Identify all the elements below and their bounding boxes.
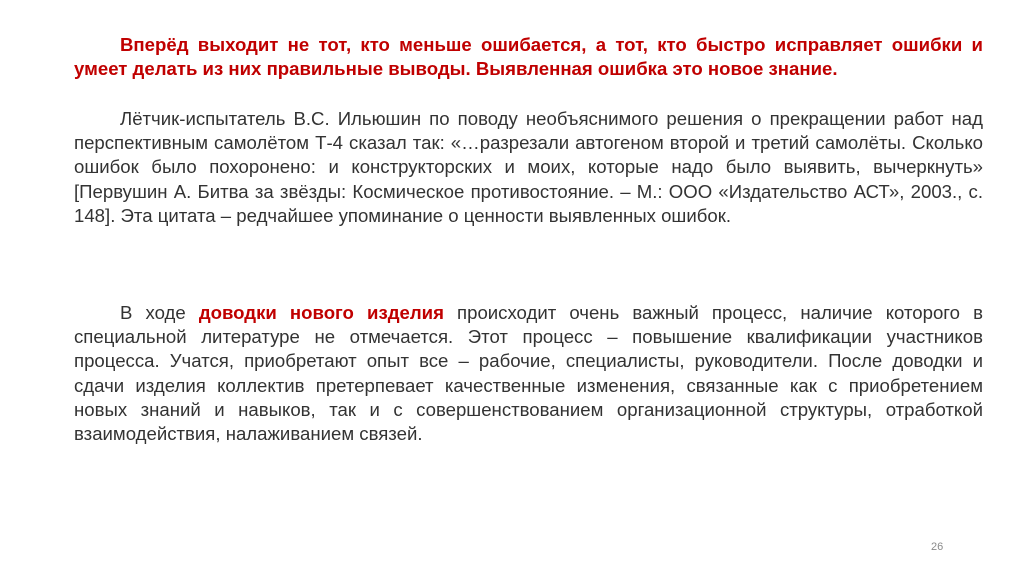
- development-lead-text: В ходе: [120, 302, 199, 323]
- quote-paragraph: Лётчик-испытатель В.С. Ильюшин по поводу необъяснимого решения о прекращении работ над перспективным самолётом Т-4 сказал так: «…разрезали автогеном второй и третий самолёты. Сколько ошибок было похоронено: и конструкторских и моих, которые надо было выявить, вычеркнуть» [Первушин А. Битва за звёзды: Космическое противостояние. – М.: ООО «Издательство АСТ», 2003., с. 148]. Эта цитата – редчайшее упоминание о ценности выявленных ошибок.: [74, 108, 983, 226]
- key-statement: Вперёд выходит не тот, кто меньше ошибается, а тот, кто быстро исправляет ошибки и умеет делать из них правильные выводы. Выявленная ошибка это новое знание.: [74, 34, 983, 80]
- development-paragraph: [74, 301, 983, 446]
- development-rest-text: происходит очень важный процесс, наличие которого в специальной литературе не отмечается. Этот процесс – повышение квалификации участников процесса. Учатся, приобретают опыт все – рабочие, специалисты, руководители. После доводки и сдачи изделия коллектив претерпевает качественные изменения, связанные как с приобретением новых знаний и навыков, так и с совершенствованием организационной структуры, отработкой взаимодействия, налаживанием связей.: [74, 302, 983, 445]
- page-number: 26: [931, 541, 944, 553]
- development-highlight: доводки нового изделия: [198, 302, 444, 323]
